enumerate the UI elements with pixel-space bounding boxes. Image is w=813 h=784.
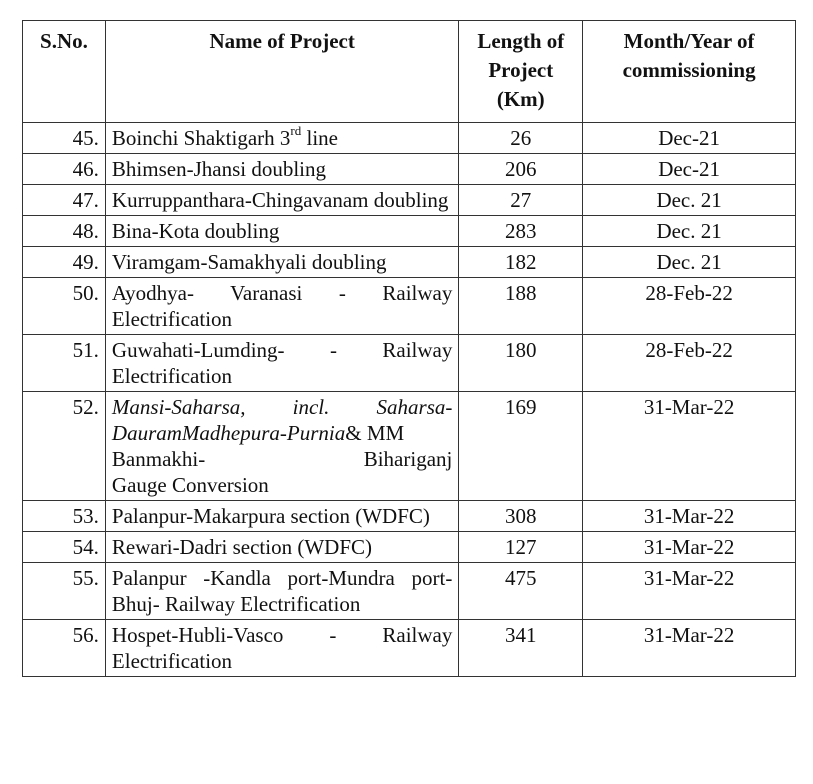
- table-row: [23, 620, 796, 677]
- row-commissioning: Dec-21: [583, 154, 796, 185]
- row-commissioning: 31-Mar-22: [583, 620, 796, 677]
- row-project-name: Palanpur -Kandla port-Mundra port-Bhuj- Railway Electrification: [105, 563, 458, 620]
- row-sno: 48.: [23, 216, 106, 247]
- row-sno: 45.: [23, 123, 106, 154]
- row-length: 26: [459, 123, 583, 154]
- row-project-name: Bina-Kota doubling: [105, 216, 458, 247]
- header-length-line2: Project: [488, 58, 554, 82]
- row-commissioning: 28-Feb-22: [583, 335, 796, 392]
- row-project-name-line4: Gauge Conversion: [111, 473, 269, 497]
- header-sno: S.No.: [23, 21, 106, 123]
- row-length: 182: [459, 247, 583, 278]
- row-project-name-main: Boinchi Shaktigarh 3: [111, 126, 291, 150]
- table-row: [23, 247, 796, 278]
- table-row: [23, 154, 796, 185]
- row-project-name: [105, 123, 458, 154]
- table-row: [23, 216, 796, 247]
- table-row: [23, 185, 796, 216]
- row-project-name: [105, 392, 458, 501]
- row-project-name: Palanpur-Makarpura section (WDFC): [105, 501, 458, 532]
- row-sno: 56.: [23, 620, 106, 677]
- header-date-line1: Month/Year of: [623, 29, 755, 53]
- row-sno: 50.: [23, 278, 106, 335]
- row-commissioning: Dec. 21: [583, 216, 796, 247]
- row-sno: 55.: [23, 563, 106, 620]
- row-length: 127: [459, 532, 583, 563]
- row-project-name: Guwahati-Lumding- - Railway Electrification: [105, 335, 458, 392]
- row-sno: 53.: [23, 501, 106, 532]
- row-project-name: Ayodhya- Varanasi - Railway Electrification: [105, 278, 458, 335]
- header-length: [459, 21, 583, 123]
- table-row: [23, 501, 796, 532]
- row-project-name-line3: Banmakhi- Bihariganj: [111, 447, 453, 471]
- row-sno: 51.: [23, 335, 106, 392]
- row-length: 341: [459, 620, 583, 677]
- row-project-name-superscript: rd: [290, 123, 302, 138]
- row-length: 180: [459, 335, 583, 392]
- row-commissioning: 31-Mar-22: [583, 501, 796, 532]
- table-row: [23, 123, 796, 154]
- header-date: [583, 21, 796, 123]
- row-project-name: Viramgam-Samakhyali doubling: [105, 247, 458, 278]
- header-name: Name of Project: [105, 21, 458, 123]
- row-commissioning: Dec-21: [583, 123, 796, 154]
- table-row: [23, 278, 796, 335]
- row-project-name-line2: [112, 420, 452, 446]
- row-project-name-line2-italic: DauramMadhepura-Purnia: [111, 421, 346, 445]
- row-length: 206: [459, 154, 583, 185]
- row-sno: 49.: [23, 247, 106, 278]
- row-sno: 52.: [23, 392, 106, 501]
- row-length: 308: [459, 501, 583, 532]
- row-sno: 46.: [23, 154, 106, 185]
- table-row: [23, 392, 796, 501]
- header-length-line1: Length of: [477, 29, 565, 53]
- row-commissioning: 31-Mar-22: [583, 532, 796, 563]
- row-project-name: Kurruppanthara-Chingavanam doubling: [105, 185, 458, 216]
- row-commissioning: 31-Mar-22: [583, 392, 796, 501]
- table-row: [23, 335, 796, 392]
- row-project-name-suffix: line: [301, 126, 338, 150]
- row-project-name-line2-rest: & MM: [345, 421, 405, 445]
- projects-table: [22, 20, 796, 677]
- row-length: 283: [459, 216, 583, 247]
- row-commissioning: Dec. 21: [583, 247, 796, 278]
- row-length: 169: [459, 392, 583, 501]
- header-length-line3: (Km): [496, 87, 545, 111]
- row-project-name: Hospet-Hubli-Vasco - Railway Electrification: [105, 620, 458, 677]
- row-length: 475: [459, 563, 583, 620]
- row-project-name-line1: Mansi-Saharsa, incl. Saharsa-: [111, 395, 453, 419]
- row-length: 27: [459, 185, 583, 216]
- header-date-line2: commissioning: [622, 58, 756, 82]
- table-header-row: [23, 21, 796, 123]
- table-row: [23, 532, 796, 563]
- row-commissioning: Dec. 21: [583, 185, 796, 216]
- row-sno: 54.: [23, 532, 106, 563]
- row-project-name: Bhimsen-Jhansi doubling: [105, 154, 458, 185]
- table-row: [23, 563, 796, 620]
- row-commissioning: 28-Feb-22: [583, 278, 796, 335]
- row-length: 188: [459, 278, 583, 335]
- row-project-name: Rewari-Dadri section (WDFC): [105, 532, 458, 563]
- row-commissioning: 31-Mar-22: [583, 563, 796, 620]
- row-sno: 47.: [23, 185, 106, 216]
